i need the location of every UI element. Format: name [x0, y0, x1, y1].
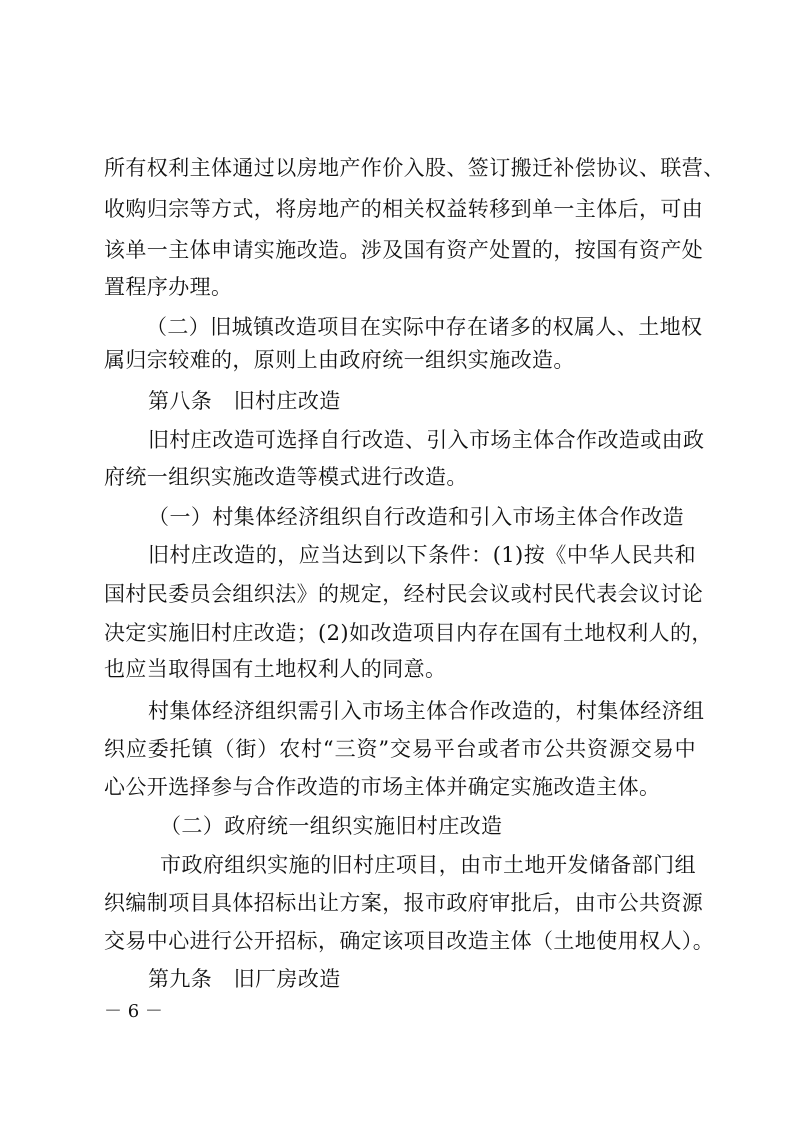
paragraph-line: 属归宗较难的，原则上由政府统一组织实施改造。 [104, 348, 575, 372]
article-heading: 第八条 旧村庄改造 [148, 389, 341, 413]
paragraph-line: 交易中心进行公开招标，确定该项目改造主体（土地使用权人）。 [104, 929, 715, 953]
section-heading-line: （一）村集体经济组织自行改造和引入市场主体合作改造 [148, 505, 684, 529]
paragraph-line: 旧村庄改造的，应当达到以下条件：(1)按《中华人民共和 [148, 543, 696, 567]
paragraph-line: 决定实施旧村庄改造；(2)如改造项目内存在国有土地权利人的， [104, 621, 713, 645]
paragraph-line: 旧村庄改造可选择自行改造、引入市场主体合作改造或由政 [148, 428, 705, 452]
article-heading: 第九条 旧厂房改造 [148, 967, 341, 991]
paragraph-line: 织应委托镇（街）农村“三资”交易平台或者市公共资源交易中 [104, 737, 696, 761]
paragraph-line: 织编制项目具体招标出让方案，报市政府审批后，由市公共资源 [104, 891, 704, 915]
paragraph-line: 收购归宗等方式，将房地产的相关权益转移到单一主体后，可由 [104, 197, 704, 221]
paragraph-line: 置程序办理。 [104, 275, 233, 299]
paragraph-line: 市政府组织实施的旧村庄项目，由市土地开发储备部门组 [160, 853, 696, 877]
paragraph-line: 府统一组织实施改造等模式进行改造。 [104, 465, 468, 489]
section-heading-line: （二）旧城镇改造项目在实际中存在诸多的权属人、土地权 [146, 315, 703, 339]
section-heading-line: （二）政府统一组织实施旧村庄改造 [160, 814, 503, 838]
paragraph-line: 该单一主体申请实施改造。涉及国有资产处置的，按国有资产处 [104, 238, 704, 262]
paragraph-line: 村集体经济组织需引入市场主体合作改造的，村集体经济组 [148, 699, 705, 723]
paragraph-line: 所有权利主体通过以房地产作价入股、签订搬迁补偿协议、联营、 [104, 156, 725, 180]
page-number: － 6 － [104, 1001, 163, 1022]
paragraph-line: 国村民委员会组织法》的规定，经村民会议或村民代表会议讨论 [104, 582, 704, 606]
paragraph-line: 心公开选择参与合作改造的市场主体并确定实施改造主体。 [104, 775, 661, 799]
paragraph-line: 也应当取得国有土地权利人的同意。 [104, 657, 447, 681]
